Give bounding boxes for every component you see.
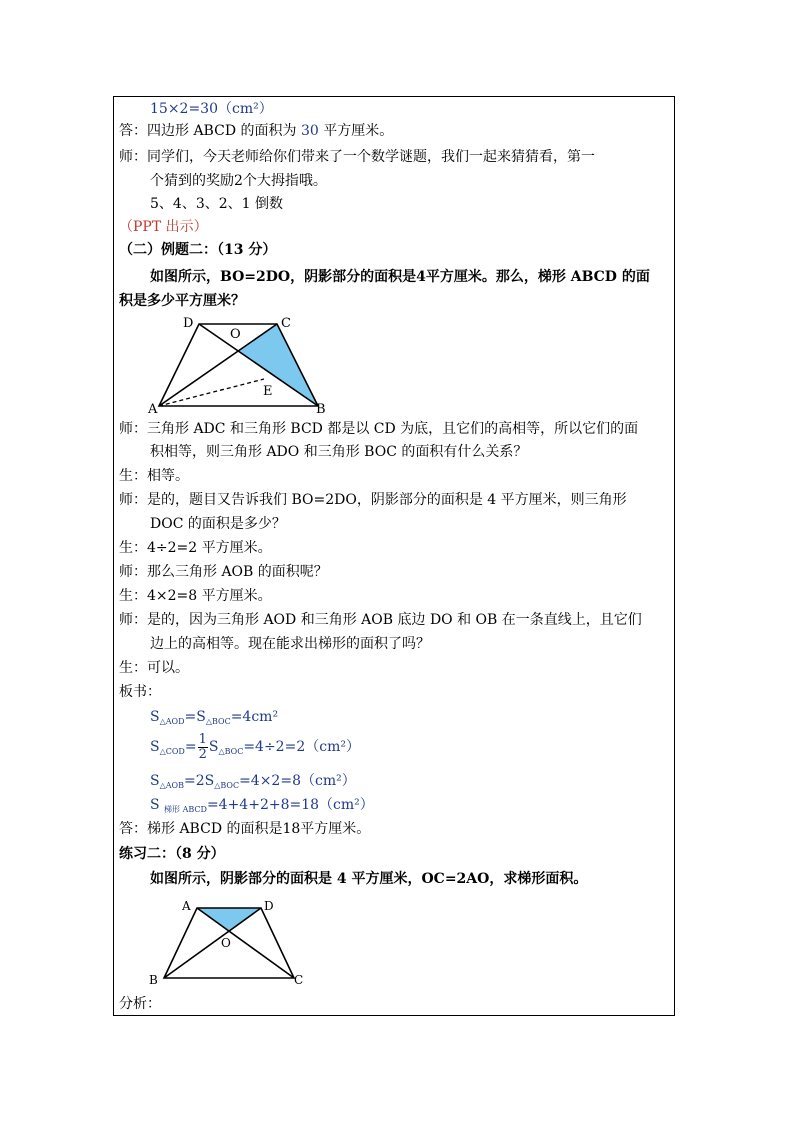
label-b: B [316, 402, 326, 417]
label-e: E [263, 384, 273, 399]
teacher-line: 师：三角形 ADC 和三角形 BCD 都是以 CD 为底，且它们的高相等，所以它们的面 [119, 421, 639, 437]
student-line: 生：可以。 [119, 660, 189, 676]
teacher-line-cont: 个猜到的奖励2个大拇指哦。 [150, 173, 327, 189]
label-o: O [230, 327, 241, 342]
label-o: O [221, 936, 231, 950]
problem-text: 如图所示，BO=2DO，阴影部分的面积是4平方厘米。那么，梯形 ABCD 的面 [150, 269, 650, 285]
analysis-label: 分析： [119, 996, 161, 1012]
teacher-line: 师：是的，题目又告诉我们 BO=2DO，阴影部分的面积是 4 平方厘米，则三角形 [119, 492, 627, 508]
student-line: 生：4×2=8 平方厘米。 [119, 588, 272, 604]
answer-line: 答：梯形 ABCD 的面积是18平方厘米。 [119, 821, 371, 837]
student-line: 生：相等。 [119, 468, 189, 484]
label-d: D [183, 316, 194, 331]
formula-1: $S_{\triangle AOD}=S_{\triangle BOC}=4cm^2$ [150, 709, 279, 726]
teacher-line-cont: DOC 的面积是多少？ [150, 516, 286, 532]
label-c: C [281, 316, 291, 331]
label-c: C [294, 973, 304, 987]
problem-text-cont: 积是多少平方厘米？ [119, 293, 245, 309]
shaded-triangle-aod [197, 908, 261, 930]
trapezoid-figure-2 [140, 893, 320, 993]
exercise-text: 如图所示，阴影部分的面积是 4 平方厘米，OC=2AO，求梯形面积。 [150, 871, 588, 887]
countdown-line: 5、4、3、2、1 倒数 [150, 196, 283, 212]
label-d: D [264, 899, 274, 913]
fraction-one-half: $\frac{1}{2}$ [198, 731, 207, 762]
dashed-line-ae [159, 379, 264, 406]
teacher-line: 师：是的，因为三角形 AOD 和三角形 AOB 底边 DO 和 OB 在一条直线上，且它们 [119, 612, 642, 628]
student-line: 生：4÷2=2 平方厘米。 [119, 540, 272, 556]
section-heading-example2: （二）例题二：（13 分） [119, 242, 277, 258]
teacher-line: 师：同学们，今天老师给你们带来了一个数学谜题，我们一起来猜猜看，第一 [119, 149, 595, 165]
label-b: B [149, 973, 158, 987]
blackboard-heading: 板书： [119, 684, 161, 700]
label-a: A [182, 899, 191, 913]
teacher-line-cont: 积相等，则三角形 ADO 和三角形 BOC 的面积有什么关系？ [150, 444, 528, 460]
answer-line: 答：四边形 ABCD 的面积为 30 平方厘米。 [119, 123, 394, 139]
ppt-note: （PPT 出示） [119, 219, 208, 235]
teacher-line: 师：那么三角形 AOB 的面积呢？ [119, 564, 328, 580]
calc-line: 15×2=30（cm²） [150, 101, 273, 117]
trapezoid-figure-1 [140, 310, 350, 418]
formula-4: S $_{梯形 ABCD}$=4+4+2+8=18（cm²） [150, 797, 374, 814]
label-a: A [148, 402, 158, 417]
teacher-line-cont: 边上的高相等。现在能求出梯形的面积了吗？ [150, 636, 430, 652]
formula-2: $S_{\triangle COD}=$ $\frac{1}{2}$ $S_{\triangle BOC}=4\div 2=2(cm^2)$ [150, 731, 360, 762]
shaded-triangle-boc [238, 324, 318, 406]
section-heading-exercise2: 练习二：（8 分） [119, 846, 225, 862]
formula-3: $S_{\triangle AOB}=2S_{\triangle BOC}=4\times 2=8(cm^2)$ [150, 773, 356, 790]
